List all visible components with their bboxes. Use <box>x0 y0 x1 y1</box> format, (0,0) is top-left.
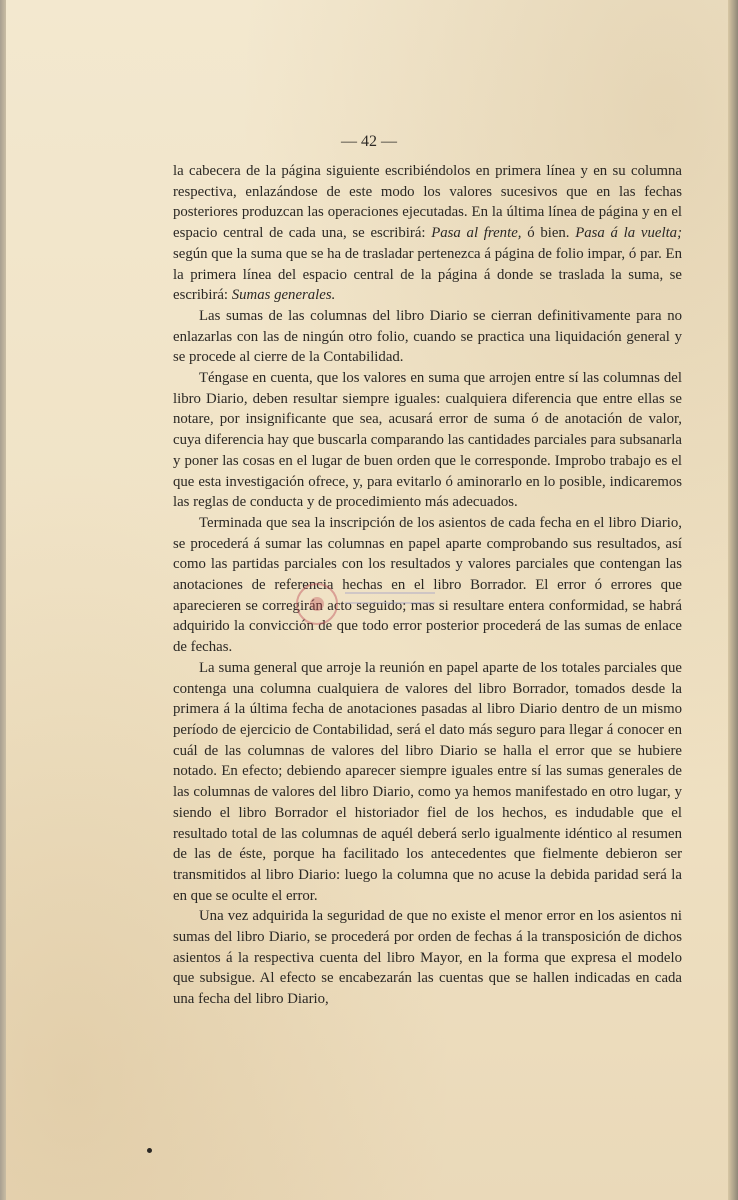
paragraph <box>173 306 682 368</box>
paragraph-text: ó bien. <box>521 225 576 242</box>
page-right-edge <box>728 0 738 1200</box>
paragraph <box>173 368 682 513</box>
body-text <box>173 161 682 1010</box>
italic-text: Pasa al frente, <box>431 225 522 242</box>
paragraph-text: según que la suma que se ha de trasladar pertenezca á página de folio impar, ó par. En la primera línea del espacio central de la página á donde se traslada la suma, se escribirá: <box>173 245 682 304</box>
library-stamp-seal <box>296 583 338 625</box>
paragraph-text: Las sumas de las columnas del libro Diario se cierran definitivamente para no enlazarlas con las de ningún otro folio, cuando se practica una liquidación general y se procede al cierre de la Contabilidad. <box>173 307 682 366</box>
ink-dot <box>147 1148 152 1153</box>
paragraph-text: Una vez adquirida la seguridad de que no existe el menor error en los asientos ni sumas del libro Diario, se procederá por orden de fechas á la transposición de dichos asientos á la respectiva cuenta del libro Mayor, en la forma que expresa el modelo que subsigue. Al efecto se encabezarán las cuentas que se hallen indicadas en cada una fecha del libro Diario, <box>173 908 682 1008</box>
paragraph <box>173 658 682 906</box>
paragraph <box>173 906 682 1010</box>
italic-text: Pasa á la vuelta; <box>575 225 683 242</box>
paragraph-text: la cabecera de la página siguiente escribiéndolos en primera línea y en su columna respectiva, enlazándose de este modo los valores sucesivos que en las fechas posteriores produzcan las operaciones ejecutadas. En la última línea de página y en el espacio central de cada una, se escribirá: <box>173 163 682 242</box>
paragraph <box>173 161 682 306</box>
paragraph <box>173 513 682 658</box>
paragraph-text: La suma general que arroje la reunión en papel aparte de los totales parciales que contenga una columna cualquiera de valores del libro Borrador, tomados desde la primera á la última fecha de anotaciones pasadas al libro Diario dentro de un mismo período de ejercicio de Contabilidad, será el dato más seguro para llegar á conocer en cuál de las columnas de valores del libro Diario se halla el error que se hubiere notado. En efecto; debiendo aparecer siempre iguales entre sí las sumas generales de las columnas de valores del libro Diario, como ya hemos manifestado en otro lugar, y siendo el libro Borrador el historiador fiel de los hechos, es indudable que el resultado total de las columnas de aquél deberá serlo igualmente idéntico al resumen de las de éste, porque ha facilitado los antecedentes que fielmente debieron ser transmitidos al libro Diario: luego la columna que no acuse la debida paridad será la en que se oculte el error. <box>173 659 682 904</box>
library-stamp-lettering <box>345 592 435 604</box>
page-number: — 42 — <box>341 133 397 150</box>
italic-text: Sumas generales. <box>231 287 336 304</box>
page-left-edge <box>0 0 6 1200</box>
paragraph-text: Terminada que sea la inscripción de los asientos de cada fecha en el libro Diario, se procederá á sumar las columnas en papel aparte comprobando sus resultados, así como las partidas parciales con los resultados y valores parciales que contengan las anotaciones de referencia hechas en el libro Borrador. El error ó errores que aparecieren se corregirán acto seguido; mas si resultare entera conformidad, se habrá adquirido la convicción de que todo error posterior procederá de las sumas de enlace de fechas. <box>173 514 682 656</box>
paragraph-text: Téngase en cuenta, que los valores en suma que arrojen entre sí las columnas del libro Diario, deben resultar siempre iguales: cualquiera diferencia que entre ellas se notare, por insignificante que sea, acusará error de suma ó de anotación de valor, cuya diferencia hay que buscarla comparando las cantidades parciales para subsanarla y poner las cosas en el lugar de buen orden que le corresponde. Improbo trabajo es el que esta investigación ofrece, y, para evitarlo ó aminorarlo en lo posible, indicaremos las reglas de conducta y de procedimiento más adecuados. <box>173 370 682 511</box>
